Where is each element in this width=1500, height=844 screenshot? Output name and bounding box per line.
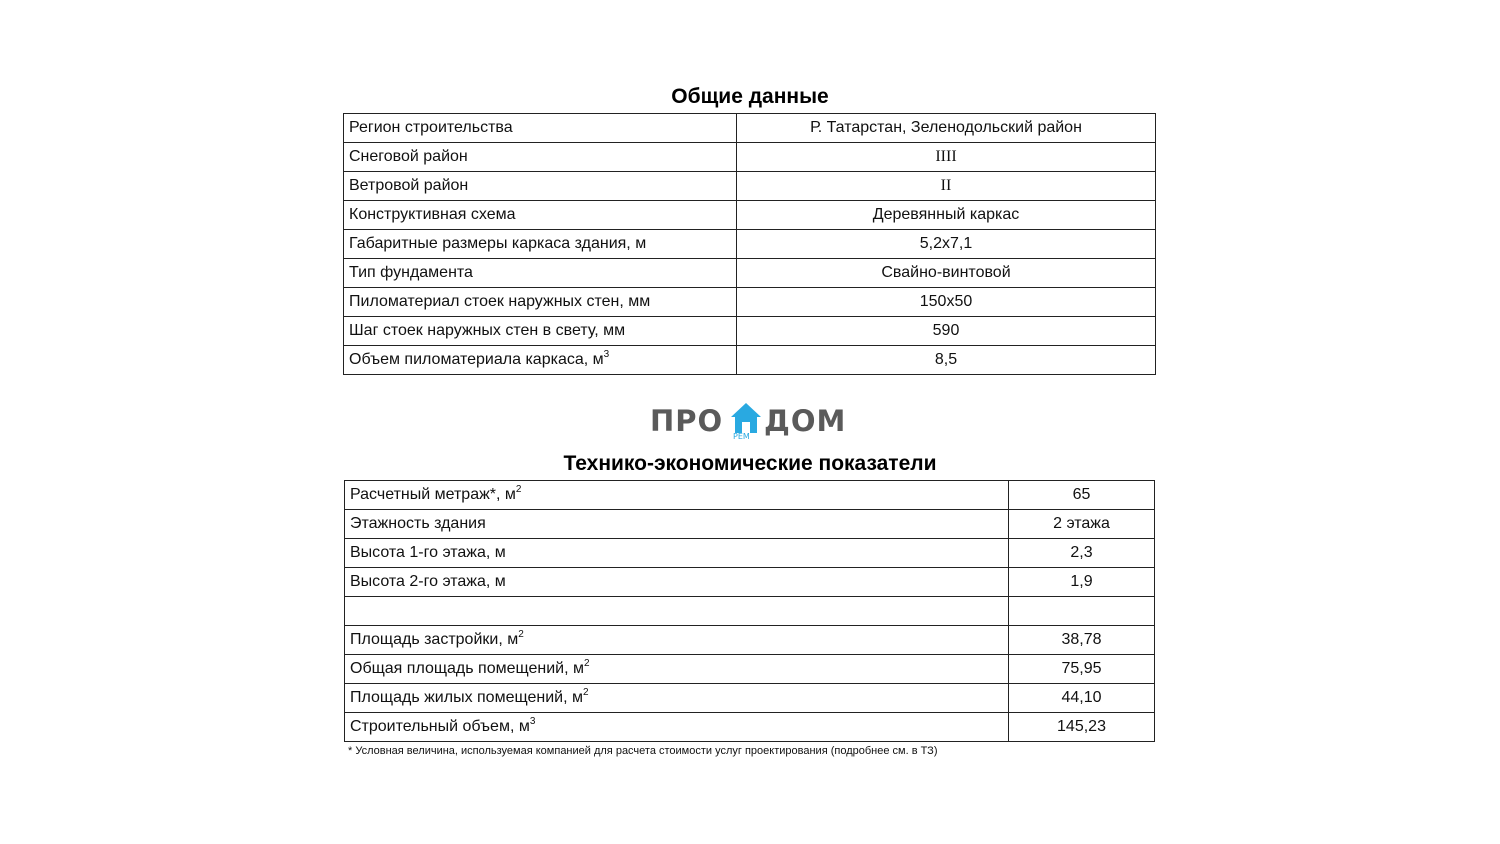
table-row: [344, 230, 1156, 259]
general-data-title: Общие данные: [671, 85, 829, 108]
row-label: Площадь жилых помещений, м: [350, 689, 583, 706]
table-row: [344, 143, 1156, 172]
unit-superscript: 2: [515, 483, 522, 495]
row-value: 145,23: [1009, 713, 1155, 742]
row-value: 44,10: [1009, 684, 1155, 713]
unit-superscript: 3: [529, 715, 536, 727]
row-value: 75,95: [1009, 655, 1155, 684]
row-value: 38,78: [1009, 626, 1155, 655]
table-row: [345, 684, 1155, 713]
row-value: 1,9: [1009, 568, 1155, 597]
table-row: [345, 481, 1155, 510]
footnote: * Условная величина, используемая компанией для расчета стоимости услуг проектирования (подробнее см. в ТЗ): [348, 745, 938, 757]
row-label-cell: [345, 713, 1009, 742]
row-value: IIII: [737, 143, 1156, 172]
row-value: 8,5: [737, 346, 1156, 375]
row-value: [1009, 597, 1155, 626]
row-value: II: [737, 172, 1156, 201]
table-row: [345, 655, 1155, 684]
row-label: Высота 2-го этажа, м: [345, 568, 1009, 597]
row-label-cell: [344, 346, 737, 375]
row-label: Высота 1-го этажа, м: [345, 539, 1009, 568]
general-data-table: [343, 113, 1156, 375]
table-row: [344, 259, 1156, 288]
row-label: Шаг стоек наружных стен в свету, мм: [344, 317, 737, 346]
row-value: 2 этажа: [1009, 510, 1155, 539]
row-label: Регион строительства: [344, 114, 737, 143]
row-label: Объем пиломатериала каркаса, м: [349, 351, 604, 368]
logo-sub: РЕМ: [733, 432, 750, 441]
row-value: Р. Татарстан, Зеленодольский район: [737, 114, 1156, 143]
table-row: [345, 568, 1155, 597]
row-label: Строительный объем, м: [350, 718, 530, 735]
unit-superscript: 3: [603, 348, 610, 360]
row-label: Снеговой район: [344, 143, 737, 172]
tep-table: [344, 480, 1155, 742]
logo-word-dom: ДОМ: [764, 404, 847, 438]
row-label-cell: [345, 655, 1009, 684]
row-value: Деревянный каркас: [737, 201, 1156, 230]
row-value: Свайно-винтовой: [737, 259, 1156, 288]
table-row: [344, 172, 1156, 201]
row-label: Габаритные размеры каркаса здания, м: [344, 230, 737, 259]
table-row: [344, 288, 1156, 317]
table-row: [344, 201, 1156, 230]
unit-superscript: 2: [582, 686, 589, 698]
row-label: Тип фундамента: [344, 259, 737, 288]
row-label: Этажность здания: [345, 510, 1009, 539]
row-label-cell: [345, 481, 1009, 510]
tep-title: Технико-экономические показатели: [563, 452, 937, 475]
row-value: 65: [1009, 481, 1155, 510]
table-row: [345, 539, 1155, 568]
logo-word-pro: ПРО: [650, 404, 724, 438]
table-row: [344, 114, 1156, 143]
row-value: 5,2x7,1: [737, 230, 1156, 259]
row-value: 2,3: [1009, 539, 1155, 568]
row-label: Пиломатериал стоек наружных стен, мм: [344, 288, 737, 317]
table-row: [344, 346, 1156, 375]
unit-superscript: 2: [518, 628, 524, 640]
table-row: [344, 317, 1156, 346]
table-row: [345, 597, 1155, 626]
row-label: Расчетный метраж*, м: [350, 486, 516, 503]
unit-superscript: 2: [583, 657, 590, 669]
table-row: [345, 713, 1155, 742]
table-row: [345, 510, 1155, 539]
row-value: 150x50: [737, 288, 1156, 317]
row-label: Ветровой район: [344, 172, 737, 201]
prodom-logo: [650, 402, 850, 442]
row-label: Площадь застройки, м: [350, 631, 519, 648]
row-label: Общая площадь помещений, м: [350, 660, 584, 677]
row-label: Конструктивная схема: [344, 201, 737, 230]
row-label-cell: [345, 684, 1009, 713]
row-label: [345, 597, 1009, 626]
row-value: 590: [737, 317, 1156, 346]
table-row: [345, 626, 1155, 655]
row-label-cell: [345, 626, 1009, 655]
